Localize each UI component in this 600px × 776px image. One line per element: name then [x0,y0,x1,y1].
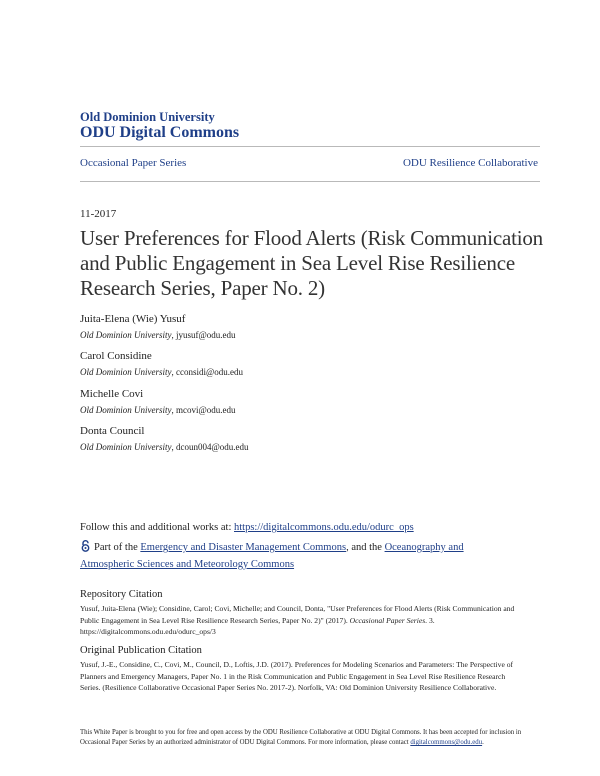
part-of-prefix: Part of the [94,542,141,553]
collection-link[interactable]: https://digitalcommons.odu.edu/odurc_ops [234,522,414,533]
author-name: Michelle Covi [80,388,144,400]
repository-citation-heading: Repository Citation [80,589,163,600]
paper-title: User Preferences for Flood Alerts (Risk Communication and Public Engagement in Sea Level Rise Resilience Research Series, Paper No. 2) [80,226,543,300]
author-affiliation: Old Dominion University, mcovi@odu.edu [80,405,236,415]
original-citation-text: Yusuf, J.-E., Considine, C., Covi, M., Council, D., Loftis, J.D. (2017). Preferences for Modeling Scenarios and Parameters: The Perspective of Planners and Emergency Managers, Paper No. 1 in the Risk Communication and Public Engagement in Sea Level Rise Resilience Research Series. (Resilience Collaborative Occasional Paper Series No. 2017-2). Norfolk, VA: Old Dominion University Resilience Collaborative. [80,660,514,692]
footer-notice: This White Paper is brought to you for free and open access by the ODU Resilience Collaborative at ODU Digital Commons. It has been accepted for inclusion in Occasional Paper Series by an authorized administrator of ODU Digital Commons. For more information, please contact digitalcommons@odu.edu. [80,729,522,746]
citation-url[interactable]: https://digitalcommons.odu.edu/odurc_ops/3 [80,627,216,636]
author-entry [80,388,236,417]
author-affiliation: Old Dominion University, dcoun004@odu.edu [80,442,249,452]
repository-citation-text: Yusuf, Juita-Elena (Wie); Considine, Carol; Covi, Michelle; and Council, Donta, "User Preferences for Flood Alerts (Risk Communication and Public Engagement in Sea Level Rise Resilience Research Series, Paper No. 2)" (2017). Occasional Paper Series. 3. https://digitalcommons.odu.edu/odurc_ops/3 [80,604,515,636]
institution-header [80,110,239,142]
author-affiliation: Old Dominion University, cconsidi@odu.edu [80,367,244,377]
author-affiliation: Old Dominion University, jyusuf@odu.edu [80,330,236,340]
collaborative-link[interactable]: ODU Resilience Collaborative [402,157,538,169]
repository-name[interactable]: ODU Digital Commons [80,124,240,141]
part-of-line [80,540,510,572]
follow-prefix: Follow this and additional works at: [80,522,234,533]
open-access-icon [80,540,91,557]
contact-email-link[interactable]: digitalcommons@odu.edu [410,739,483,746]
series-link[interactable]: Occasional Paper Series [80,157,187,169]
author-name: Carol Considine [80,350,152,362]
institution-name[interactable]: Old Dominion University [80,110,215,124]
emergency-commons-link[interactable]: Emergency and Disaster Management Commons [140,542,347,553]
author-name: Juita-Elena (Wie) Yusuf [80,313,186,325]
top-divider [80,146,540,147]
author-entry [80,313,236,342]
author-entry [80,425,249,454]
oceanography-commons-link[interactable]: Oceanography and Atmospheric Sciences and Meteorology Commons [80,542,464,570]
original-citation-heading: Original Publication Citation [80,645,202,656]
author-entry [80,350,243,379]
bottom-divider [80,181,540,182]
part-of-middle: , and the [346,542,385,553]
follow-line [80,522,414,533]
author-name: Donta Council [80,425,145,437]
publication-date: 11-2017 [80,208,117,220]
